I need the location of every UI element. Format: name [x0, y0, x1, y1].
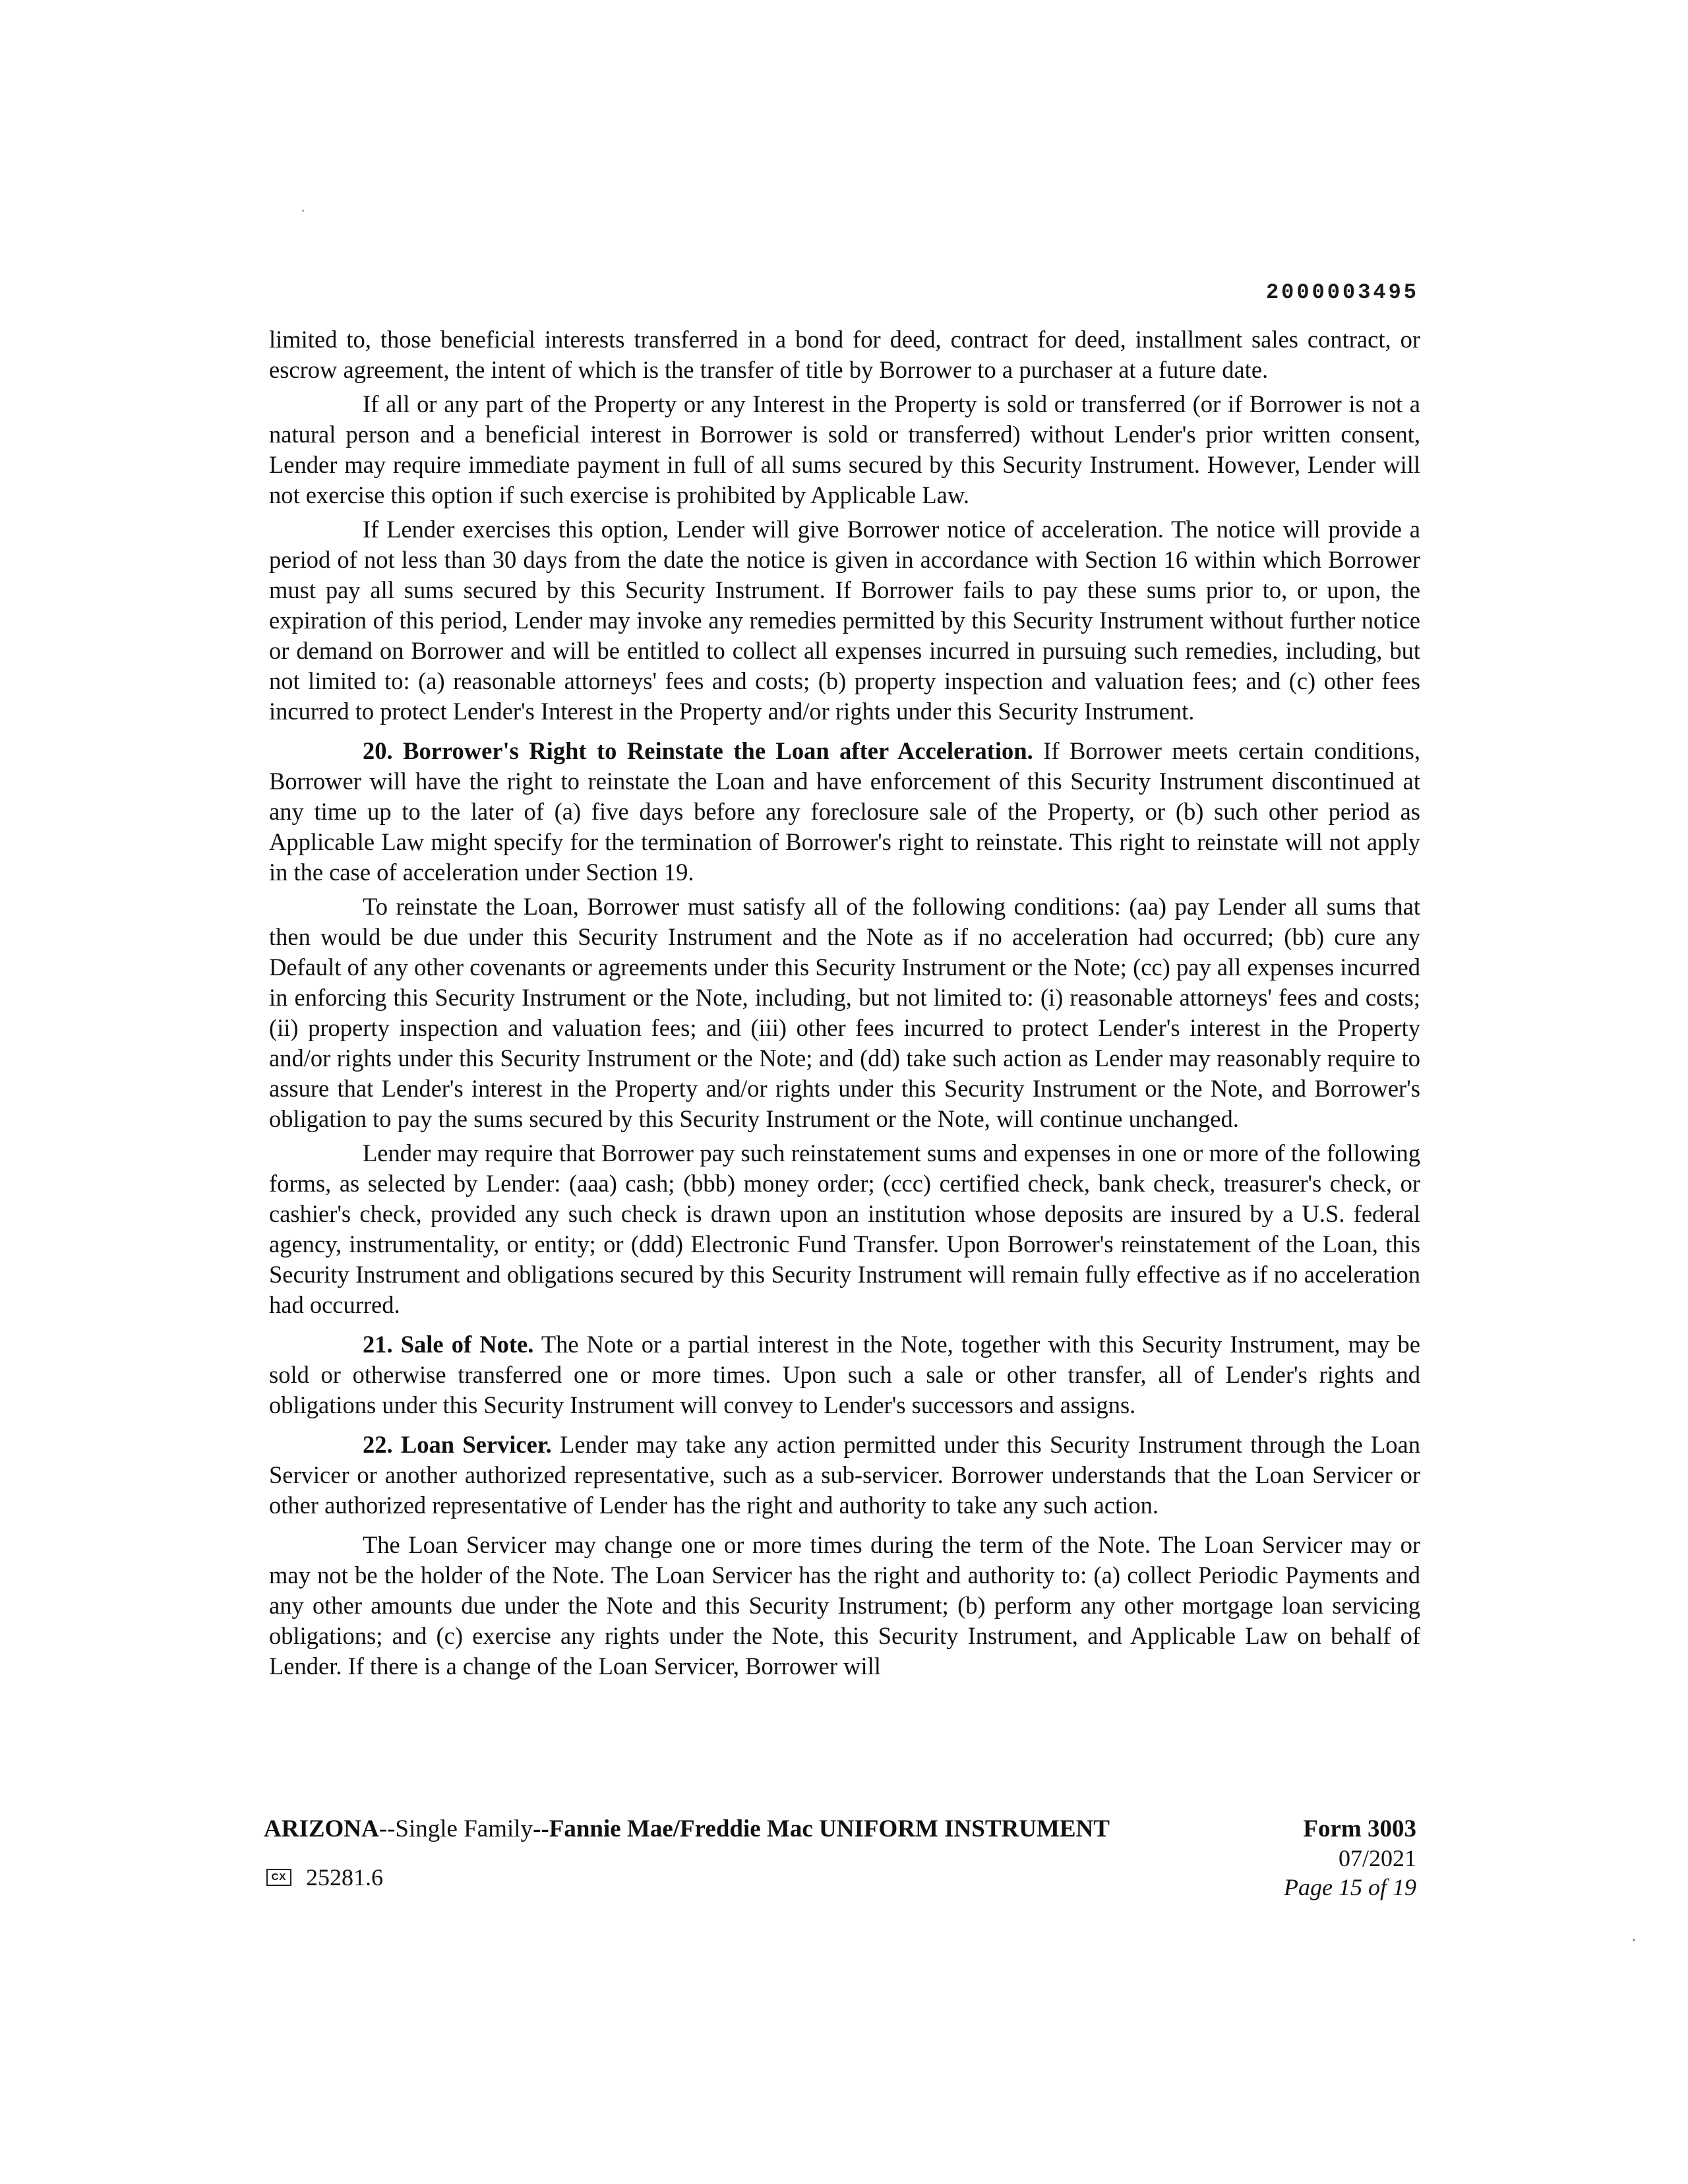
footer-instrument: Fannie Mae/Freddie Mac UNIFORM INSTRUMENT [549, 1815, 1110, 1842]
section-20-text: If Borrower meets certain conditions, Borrower will have the right to reinstate the Loan and have enforcement of this Security Instrument discontinued at any time up to the later of (a) five days before any foreclosure sale of the Property, or (b) such other period as Applicable Law might specify for the termination of Borrower's right to reinstate. This right to reinstate will not apply in the case of acceleration under Section 19. [269, 737, 1421, 886]
footer-separator: -- [378, 1815, 396, 1842]
paragraph-transfer-of-property: If all or any part of the Property or any Interest in the Property is sold or transferred (or if Borrower is not a natural person and a beneficial interest in Borrower is sold or transferred) without Lender's prior written consent, Lender may require immediate payment in full of all sums secured by this Security Instrument. However, Lender will not exercise this option if such exercise is prohibited by Applicable Law. [269, 390, 1420, 508]
paragraph-reinstatement-forms: Lender may require that Borrower pay such reinstatement sums and expenses in one or more of the following forms, as selected by Lender: (aaa) cash; (bbb) money order; (ccc) certified check, bank check, treasurer's check, or cashier's check, provided any such check is drawn upon an institution whose deposits are insured by a U.S. federal agency, instrumentality, or entity; or (ddd) Electronic Fund Transfer. Upon Borrower's reinstatement of the Loan, this Security Instrument and obligations secured by this Security Instrument will remain fully effective as if no acceleration had occurred. [269, 1139, 1420, 1318]
footer-form-code [266, 1864, 383, 1891]
footer-form-number: Form 3003 [1303, 1815, 1416, 1842]
section-22-heading: 22. Loan Servicer. [363, 1431, 552, 1458]
section-21-text: The Note or a partial interest in the Note, together with this Security Instrument, may be sold or otherwise transferred one or more times. Upon such a sale or other transfer, all of Lender's rights and obligations under this Security Instrument will convey to Lender's successors and assigns. [269, 1331, 1420, 1418]
paragraph-reinstate-conditions: To reinstate the Loan, Borrower must satisfy all of the following conditions: (aa) pay Lender all sums that then would be due under this Security Instrument and the Note as if no acceleration had occurred; (bb) cure any Default of any other covenants or agreements under this Security Instrument or the Note; (cc) pay all expenses incurred in enforcing this Security Instrument or the Note, including, but not limited to: (i) reasonable attorneys' fees and costs; (ii) property inspection and valuation fees; and (iii) other fees incurred to protect Lender's interest in the Property and/or rights under this Security Instrument or the Note; and (dd) take such action as Lender may reasonably require to assure that Lender's interest in the Property and/or rights under this Security Instrument or the Note, and Borrower's obligation to pay the sums secured by this Security Instrument or the Note, will continue unchanged. [269, 893, 1420, 1132]
scan-speck [1633, 1939, 1635, 1941]
section-20-heading: 20. Borrower's Right to Reinstate the Loan after Acceleration. [363, 737, 1033, 764]
section-22 [269, 1430, 1420, 1521]
section-21-heading: 21. Sale of Note. [363, 1331, 534, 1358]
footer-instrument-title [264, 1815, 1110, 1843]
paragraph-loan-servicer-change: The Loan Servicer may change one or more times during the term of the Note. The Loan Servicer may or may not be the holder of the Note. The Loan Servicer has the right and authority to: (a) collect Periodic Payments and any other amounts due under the Note and this Security Instrument; (b) perform any other mortgage loan servicing obligations; and (c) exercise any rights under the Note, this Security Instrument, and Applicable Law on behalf of Lender. If there is a change of the Loan Servicer, Borrower will [269, 1531, 1420, 1680]
footer-family: Single Family [395, 1815, 533, 1842]
footer-page-number: Page 15 of 19 [1284, 1874, 1416, 1900]
document-number: 2000003495 [1265, 280, 1419, 305]
section-21 [269, 1329, 1420, 1420]
footer-state: ARIZONA [264, 1815, 379, 1842]
footer-code-number: 25281.6 [306, 1864, 383, 1891]
paragraph-continuation: limited to, those beneficial interests transferred in a bond for deed, contract for deed, installment sales contract, or escrow agreement, the intent of which is the transfer of title by Borrower to a purchaser at a future date. [269, 326, 1420, 383]
footer-separator: -- [533, 1815, 549, 1842]
scan-speck [302, 210, 304, 212]
document-body [269, 324, 1420, 1685]
section-22-text: Lender may take any action permitted under this Security Instrument through the Loan Servicer or another authorized representative, such as a sub-servicer. Borrower understands that the Loan Servicer or other authorized representative of Lender has the right and authority to take any such action. [269, 1431, 1420, 1519]
cx-logo-icon: CX [266, 1869, 291, 1886]
footer-form-date: 07/2021 [1338, 1845, 1416, 1871]
footer-form-info [1284, 1815, 1416, 1902]
section-20 [269, 736, 1420, 888]
paragraph-notice-of-acceleration: If Lender exercises this option, Lender will give Borrower notice of acceleration. The notice will provide a period of not less than 30 days from the date the notice is given in accordance with Section 16 within which Borrower must pay all sums secured by this Security Instrument. If Borrower fails to pay these sums prior to, or upon, the expiration of this period, Lender may invoke any remedies permitted by this Security Instrument without further notice or demand on Borrower and will be entitled to collect all expenses incurred in pursuing such remedies, including, but not limited to: (a) reasonable attorneys' fees and costs; (b) property inspection and valuation fees; and (c) other fees incurred to protect Lender's Interest in the Property and/or rights under this Security Instrument. [269, 516, 1420, 725]
